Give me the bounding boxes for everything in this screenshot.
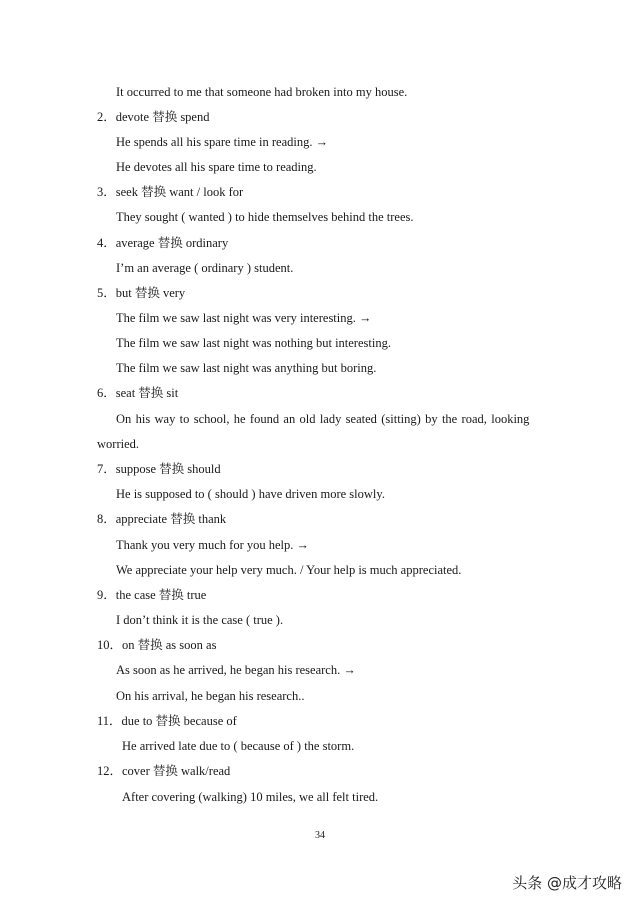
text-line: They sought ( wanted ) to hide themselves behind the trees. [116,210,414,224]
text-line: On his arrival, he began his research.. [116,689,305,703]
watermark: 头条 @成才攻略 [512,874,622,892]
text-line: He arrived late due to ( because of ) the storm. [122,739,355,753]
item-heading: 11．due to 替换 because of [97,714,237,728]
text-line: It occurred to me that someone had broken into my house. [116,85,408,99]
text-line: The film we saw last night was very interesting. → [116,311,372,325]
text-line: On his way to school, he found an old lady seated (sitting) by the road, looking [116,412,530,426]
item-heading: 4．average 替换 ordinary [97,236,229,250]
item-heading: 8．appreciate 替换 thank [97,512,227,526]
text-line: We appreciate your help very much. / Your help is much appreciated. [116,563,462,577]
text-line: He is supposed to ( should ) have driven more slowly. [116,487,385,501]
text-line: After covering (walking) 10 miles, we all felt tired. [122,790,379,804]
text-line: He spends all his spare time in reading. → [116,135,329,149]
text-line: I’m an average ( ordinary ) student. [116,261,294,275]
item-heading: 10．on 替换 as soon as [97,638,217,652]
item-heading: 7．suppose 替换 should [97,462,221,476]
item-heading: 12．cover 替换 walk/read [97,764,231,778]
page-number: 34 [315,830,325,841]
text-line: He devotes all his spare time to reading. [116,160,317,174]
item-heading: 6．seat 替换 sit [97,386,179,400]
text-line: I don’t think it is the case ( true ). [116,613,284,627]
item-heading: 9．the case 替换 true [97,588,207,602]
text-line: worried. [97,437,139,451]
text-line: Thank you very much for you help. → [116,538,310,552]
item-heading: 2．devote 替换 spend [97,110,210,124]
text-line: The film we saw last night was anything but boring. [116,361,377,375]
text-line: The film we saw last night was nothing but interesting. [116,336,391,350]
item-heading: 3．seek 替换 want / look for [97,185,244,199]
item-heading: 5．but 替换 very [97,286,186,300]
text-line: As soon as he arrived, he began his research. → [116,663,356,677]
